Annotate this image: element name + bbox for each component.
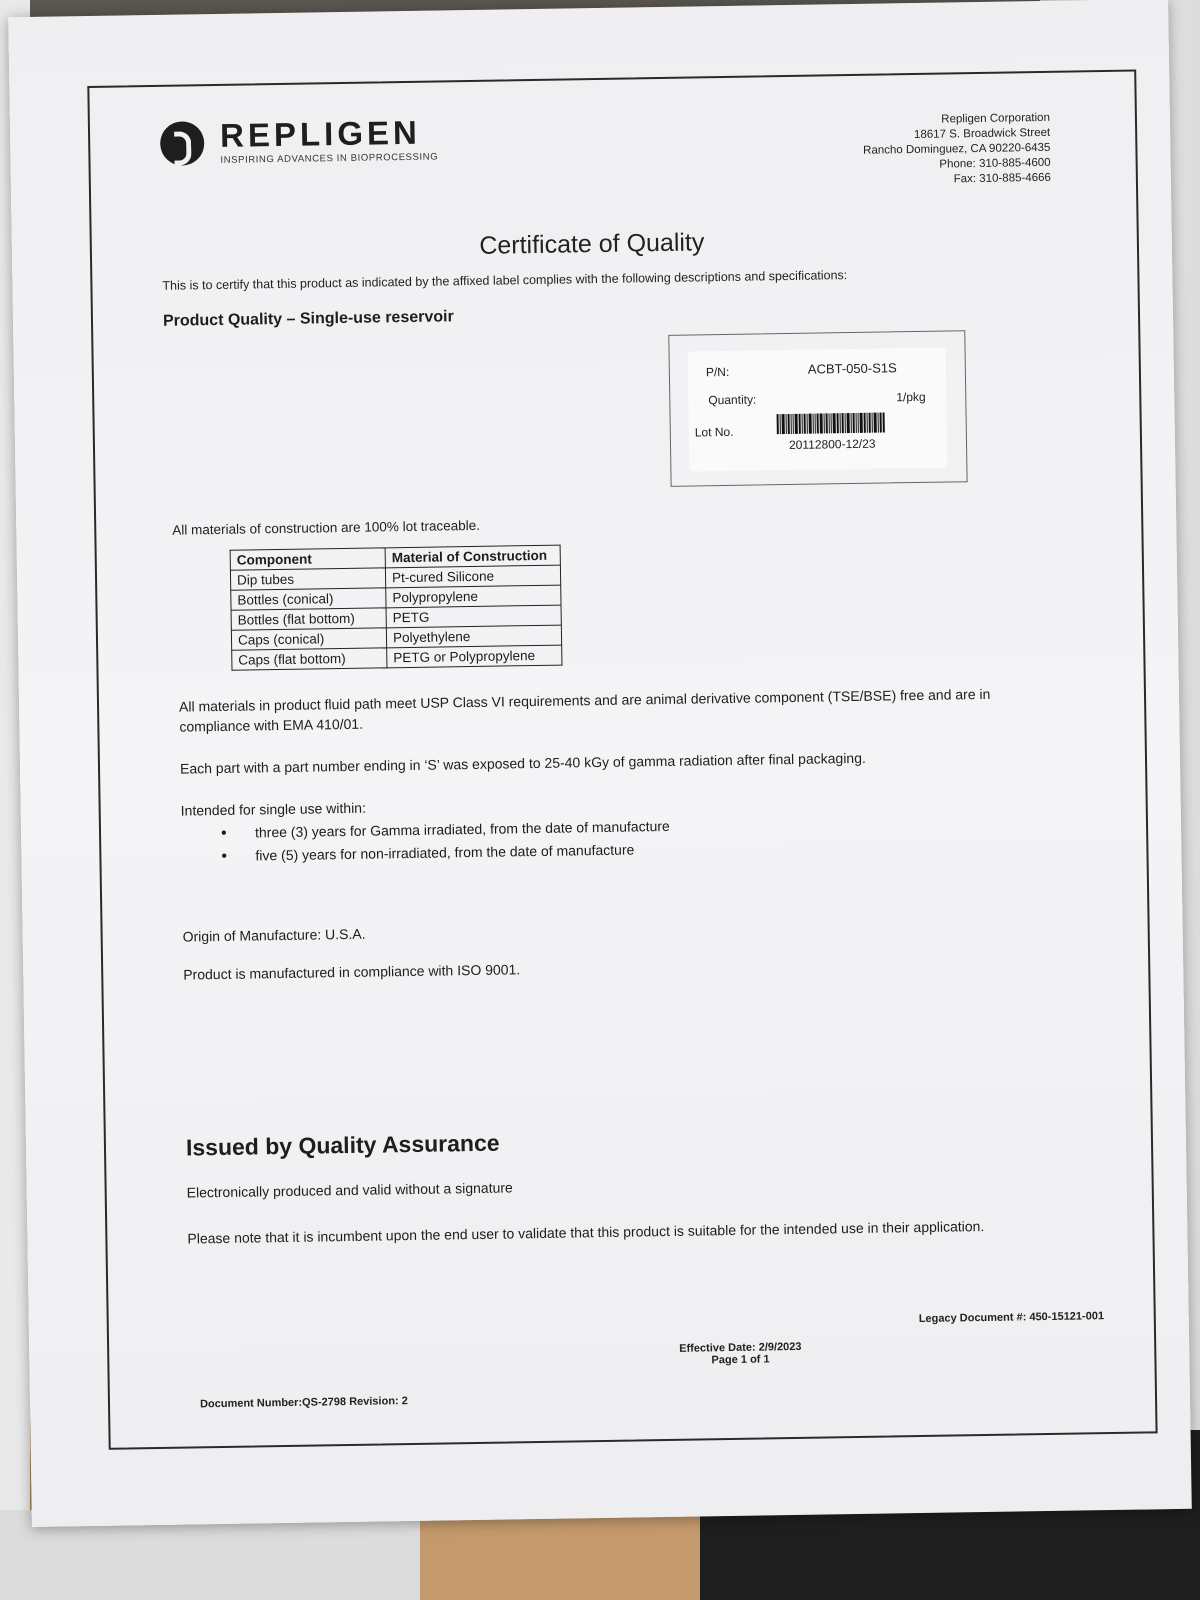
usp-line: All materials in product fluid path meet USP Class VI requirements and are animal derivative component (TSE/BSE) free and are in [178,685,991,715]
origin-statement: Origin of Manufacture: U.S.A. [182,925,366,945]
affixed-label-box [668,330,967,487]
validation-note: Please note that it is incumbent upon the end user to validate that this product is suitable for the intended use in their application. [187,1218,985,1247]
usp-line: compliance with EMA 410/01. [179,715,364,735]
intended-use-heading: Intended for single use within: [180,799,367,819]
pn-value: ACBT-050-S1S [807,360,897,377]
quantity-value: 1/pkg [896,389,926,405]
address-line: Fax: 310-885-4666 [953,171,1051,186]
materials-table [230,545,563,671]
company-name: REPLIGEN [219,113,422,154]
lot-value: 20112800-12/23 [788,436,876,452]
column-header: Material of Construction [385,545,560,568]
column-header: Component [230,548,385,570]
address-line: Repligen Corporation [941,111,1051,126]
address-line: Rancho Dominguez, CA 90220-6435 [862,141,1051,157]
company-address [863,111,1051,189]
iso-statement: Product is manufactured in compliance with ISO 9001. [183,961,521,983]
material-cell: Polyethylene [386,625,561,648]
component-cell: Caps (conical) [231,628,386,650]
quantity-label: Quantity: [708,392,757,408]
document-number: Document Number:QS-2798 Revision: 2 [199,1395,408,1411]
pn-label: P/N: [705,364,730,380]
effective-date-block [679,1341,802,1367]
material-cell: Polypropylene [386,585,561,608]
product-heading: Product Quality – Single-use reservoir [162,308,454,330]
company-tagline: INSPIRING ADVANCES IN BIOPROCESSING [220,151,439,166]
list-item: • five (5) years for non-irradiated, from the date of manufacture [221,838,670,868]
shelf-life-list [221,815,670,868]
component-cell: Caps (flat bottom) [232,648,387,670]
address-line: Phone: 310-885-4600 [939,156,1051,171]
certify-statement: This is to certify that this product as indicated by the affixed label complies with the following descriptions and specifications: [162,268,848,293]
component-cell: Bottles (flat bottom) [231,608,386,630]
repligen-logo-icon [160,121,205,166]
material-cell: PETG or Polypropylene [387,645,562,668]
traceability-statement: All materials of construction are 100% lot traceable. [172,517,481,538]
electronic-statement: Electronically produced and valid without a signature [186,1179,513,1201]
list-item: • three (3) years for Gamma irradiated, from the date of manufacture [221,815,670,845]
material-cell: PETG [386,605,561,628]
component-cell: Bottles (conical) [231,588,386,610]
component-cell: Dip tubes [230,568,385,590]
qa-heading: Issued by Quality Assurance [185,1129,500,1161]
barcode-icon [777,412,937,435]
document-title: Certificate of Quality [479,228,705,260]
page-number: Page 1 of 1 [711,1353,770,1367]
company-logo [160,115,438,166]
gamma-statement: Each part with a part number ending in ‘S’ was exposed to 25-40 kGy of gamma radiation after final packaging. [179,749,866,777]
effective-date: Effective Date: 2/9/2023 [679,1340,802,1355]
material-cell: Pt-cured Silicone [385,565,560,588]
lot-label: Lot No. [694,424,734,440]
address-line: 18617 S. Broadwick Street [913,126,1051,141]
certificate-page [8,0,1192,1527]
product-label [688,348,948,472]
legacy-document-number: Legacy Document #: 450-15121-001 [918,1310,1105,1326]
